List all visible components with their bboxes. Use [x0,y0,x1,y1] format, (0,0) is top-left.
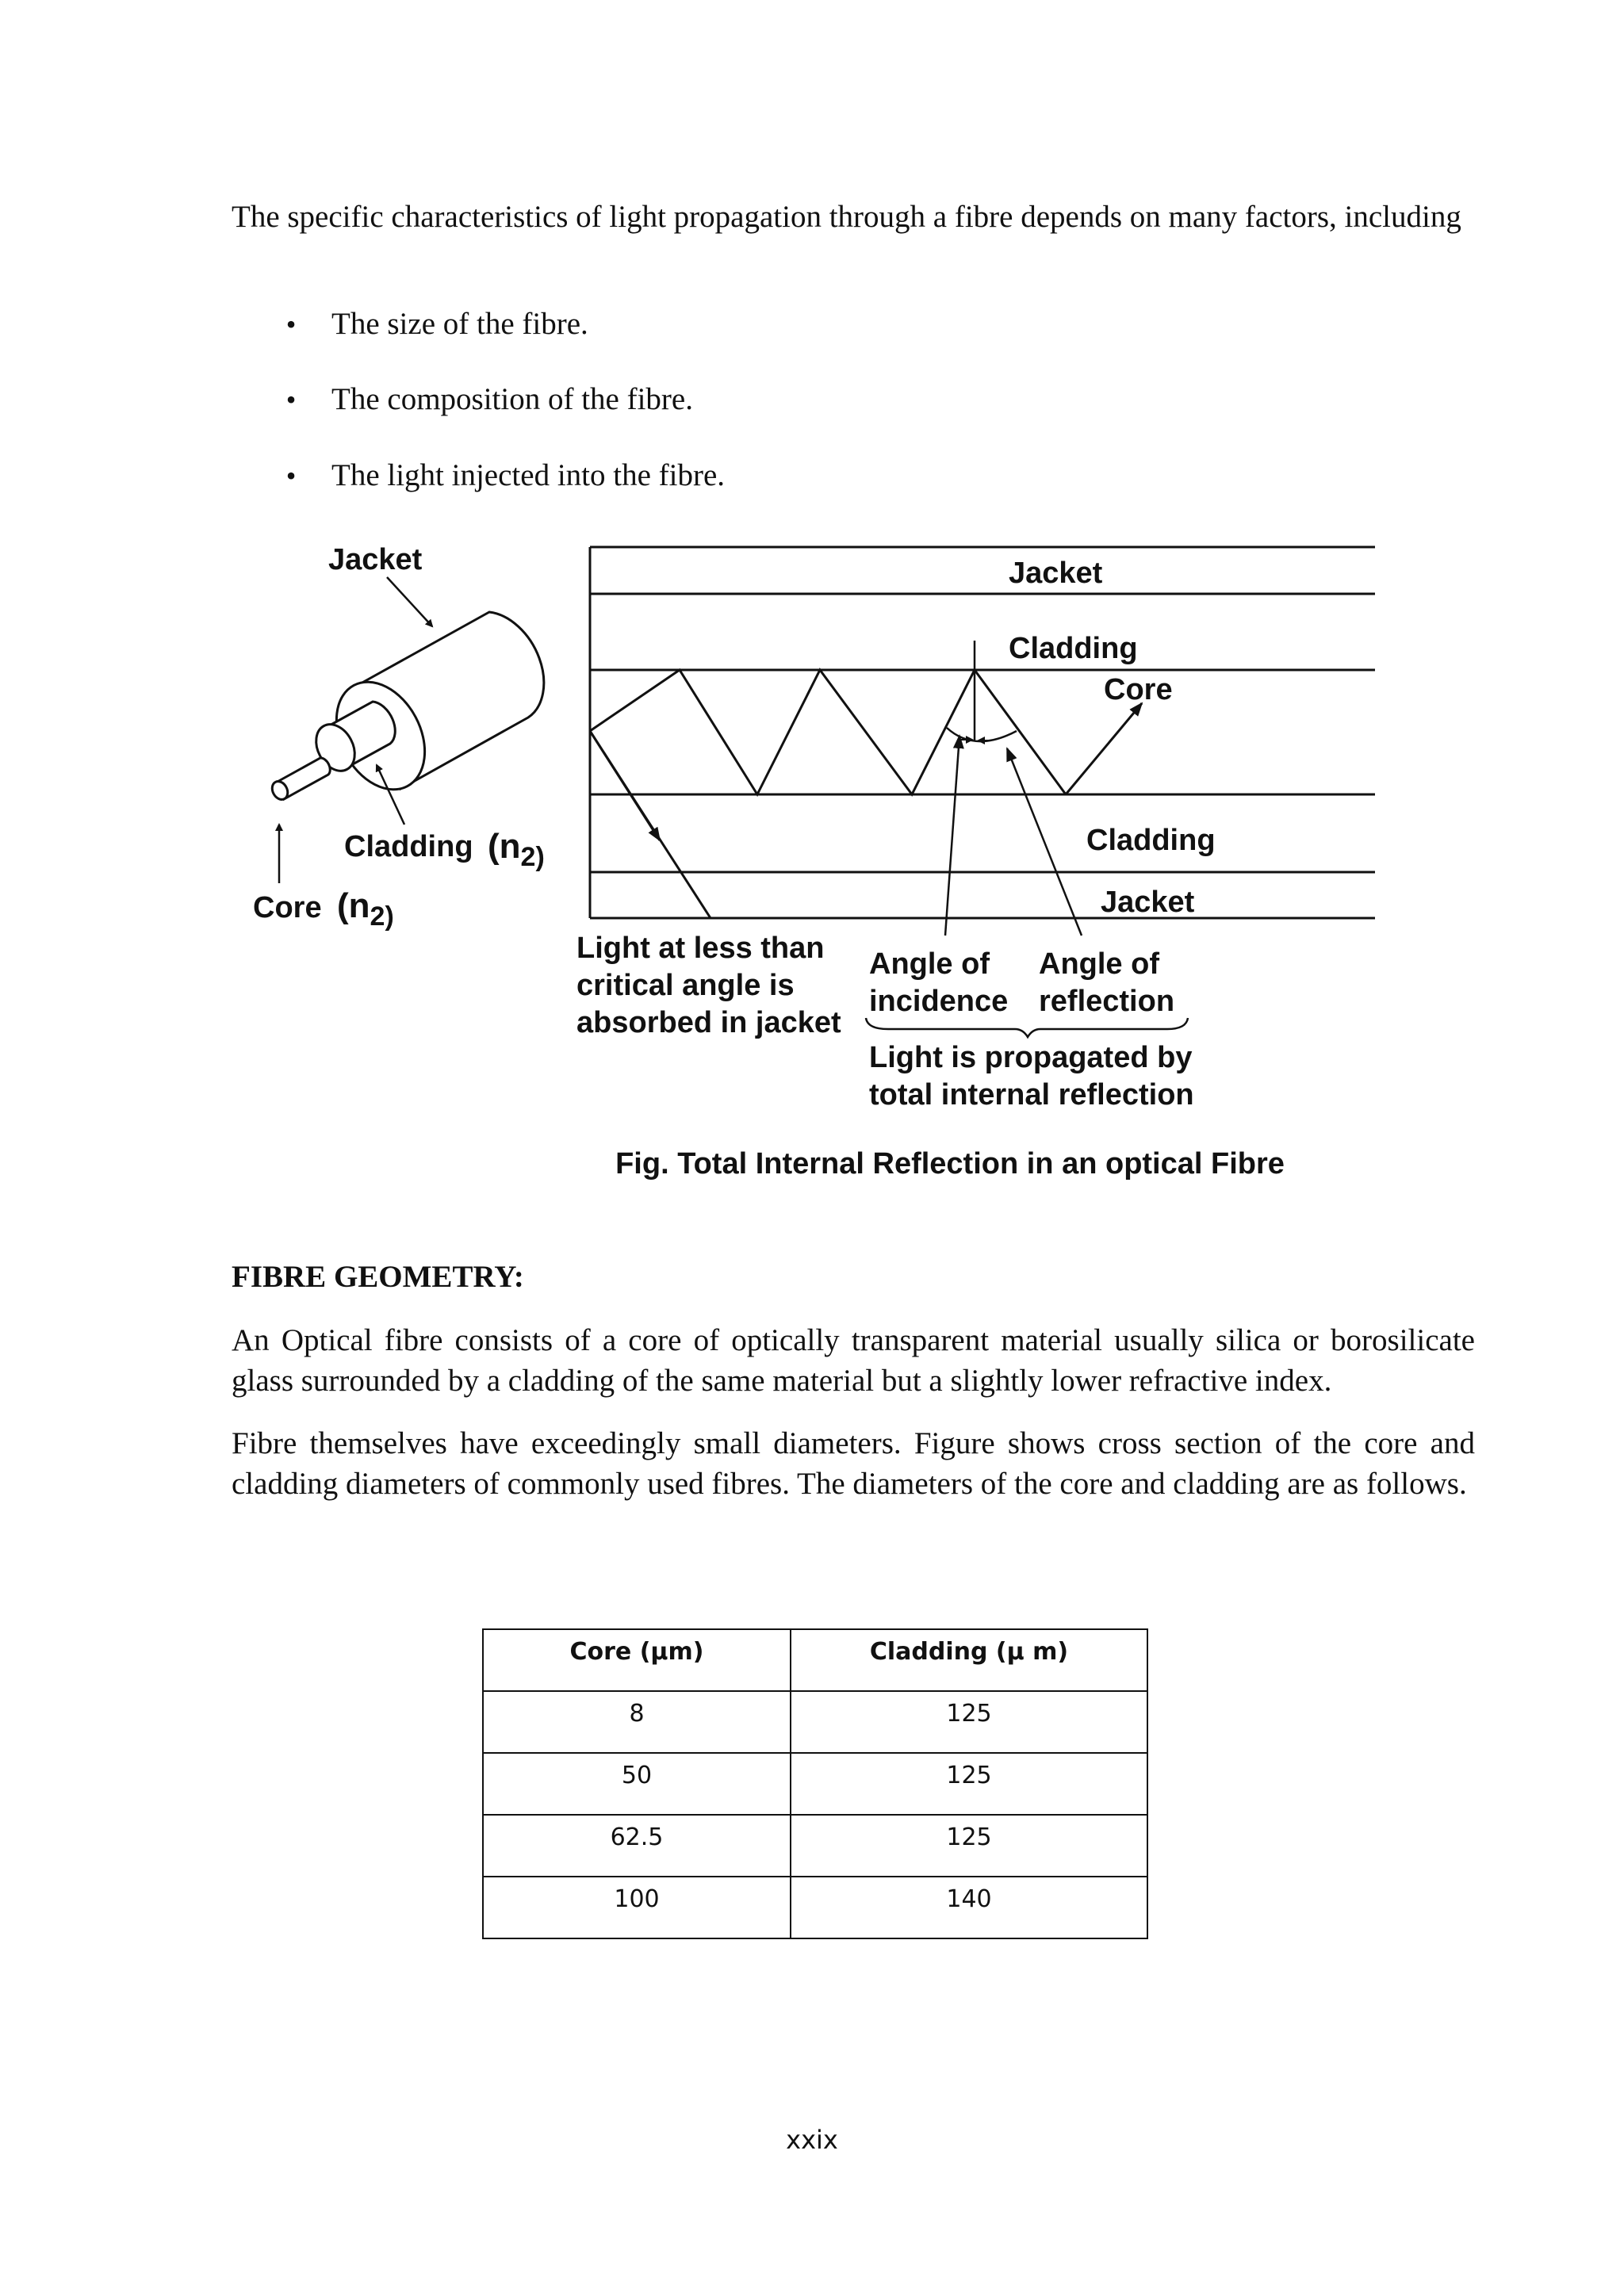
absorbed-label-line3: absorbed in jacket [576,1006,841,1039]
absorbed-label-line1: Light at less than [576,932,825,965]
page-number: xxix [786,2125,838,2155]
cladding-column-header: Cladding (μ m) [791,1629,1147,1691]
fibre-cable-drawing [269,612,543,805]
reflection-label-line2: reflection [1039,985,1175,1018]
geometry-paragraph-2: Fibre themselves have exceedingly small diameters. Figure shows cross section of the core and cladding diameters of commonly used fibres. The diameters of the core and cladding are as follows. [232,1426,1475,1501]
core-cell: 62.5 [483,1815,791,1877]
jacket-bottom-label: Jacket [1101,886,1195,919]
bullet-icon: • [285,384,297,415]
incidence-pointer [945,736,959,936]
table-row [483,1815,1147,1877]
core-cell: 50 [483,1753,791,1815]
light-ray-exit [1066,703,1142,794]
geometry-paragraph-1: An Optical fibre consists of a core of optically transparent material usually silica or borosilicate glass surrounded by a cladding of the same material but a slightly lower refractive index. [232,1323,1475,1398]
core-column-header: Core (μm) [483,1629,791,1691]
cladding-top-label: Cladding [1009,632,1138,665]
bullet-text: The size of the fibre. [331,307,588,341]
core-index: ($n_{2)}$ [337,886,394,932]
tir-label-line1: Light is propagated by [869,1041,1193,1074]
reflection-label-line1: Angle of [1039,947,1159,981]
table-row [483,1877,1147,1938]
reflection-pointer [1007,748,1082,936]
section-heading: FIBRE GEOMETRY: [232,1260,524,1294]
figure-caption: Fig. Total Internal Reflection in an optical Fibre [615,1147,1285,1181]
bullet-text: The light injected into the fibre. [331,458,726,492]
cladding-cell: 125 [791,1691,1147,1753]
cladding-cell: 125 [791,1815,1147,1877]
angle-arc [947,728,1017,741]
jacket-top-label: Jacket [1009,557,1103,590]
fibre-layers [590,547,1375,918]
light-ray-path [590,670,1066,794]
jacket-label: Jacket [328,543,423,576]
cladding-cell: 140 [791,1877,1147,1938]
bullet-icon: • [285,460,297,492]
table-header-row [483,1629,1147,1691]
core-label: Core [253,891,322,924]
core-cell: 100 [483,1877,791,1938]
intro-paragraph: The specific characteristics of light propagation through a fibre depends on many factors, including [232,200,1461,234]
table-row [483,1691,1147,1753]
cladding-cell: 125 [791,1753,1147,1815]
incidence-label-line2: incidence [869,985,1009,1018]
bullet-text: The composition of the fibre. [331,382,693,416]
core-cell: 8 [483,1691,791,1753]
incidence-label-line1: Angle of [869,947,990,981]
core-label-right: Core [1104,673,1173,706]
grouping-brace [866,1018,1188,1037]
fibre-diameter-table [482,1628,1148,1939]
absorbed-label-line2: critical angle is [576,969,795,1002]
tir-label-line2: total internal reflection [869,1078,1194,1112]
table-row [483,1753,1147,1815]
absorbed-ray-arrow [590,731,660,840]
cladding-index: ($n_{2)}$ [488,827,545,872]
bullet-icon: • [285,308,297,340]
cladding-bottom-label: Cladding [1086,824,1216,857]
cladding-label: Cladding [344,830,473,863]
jacket-arrow [387,577,432,626]
